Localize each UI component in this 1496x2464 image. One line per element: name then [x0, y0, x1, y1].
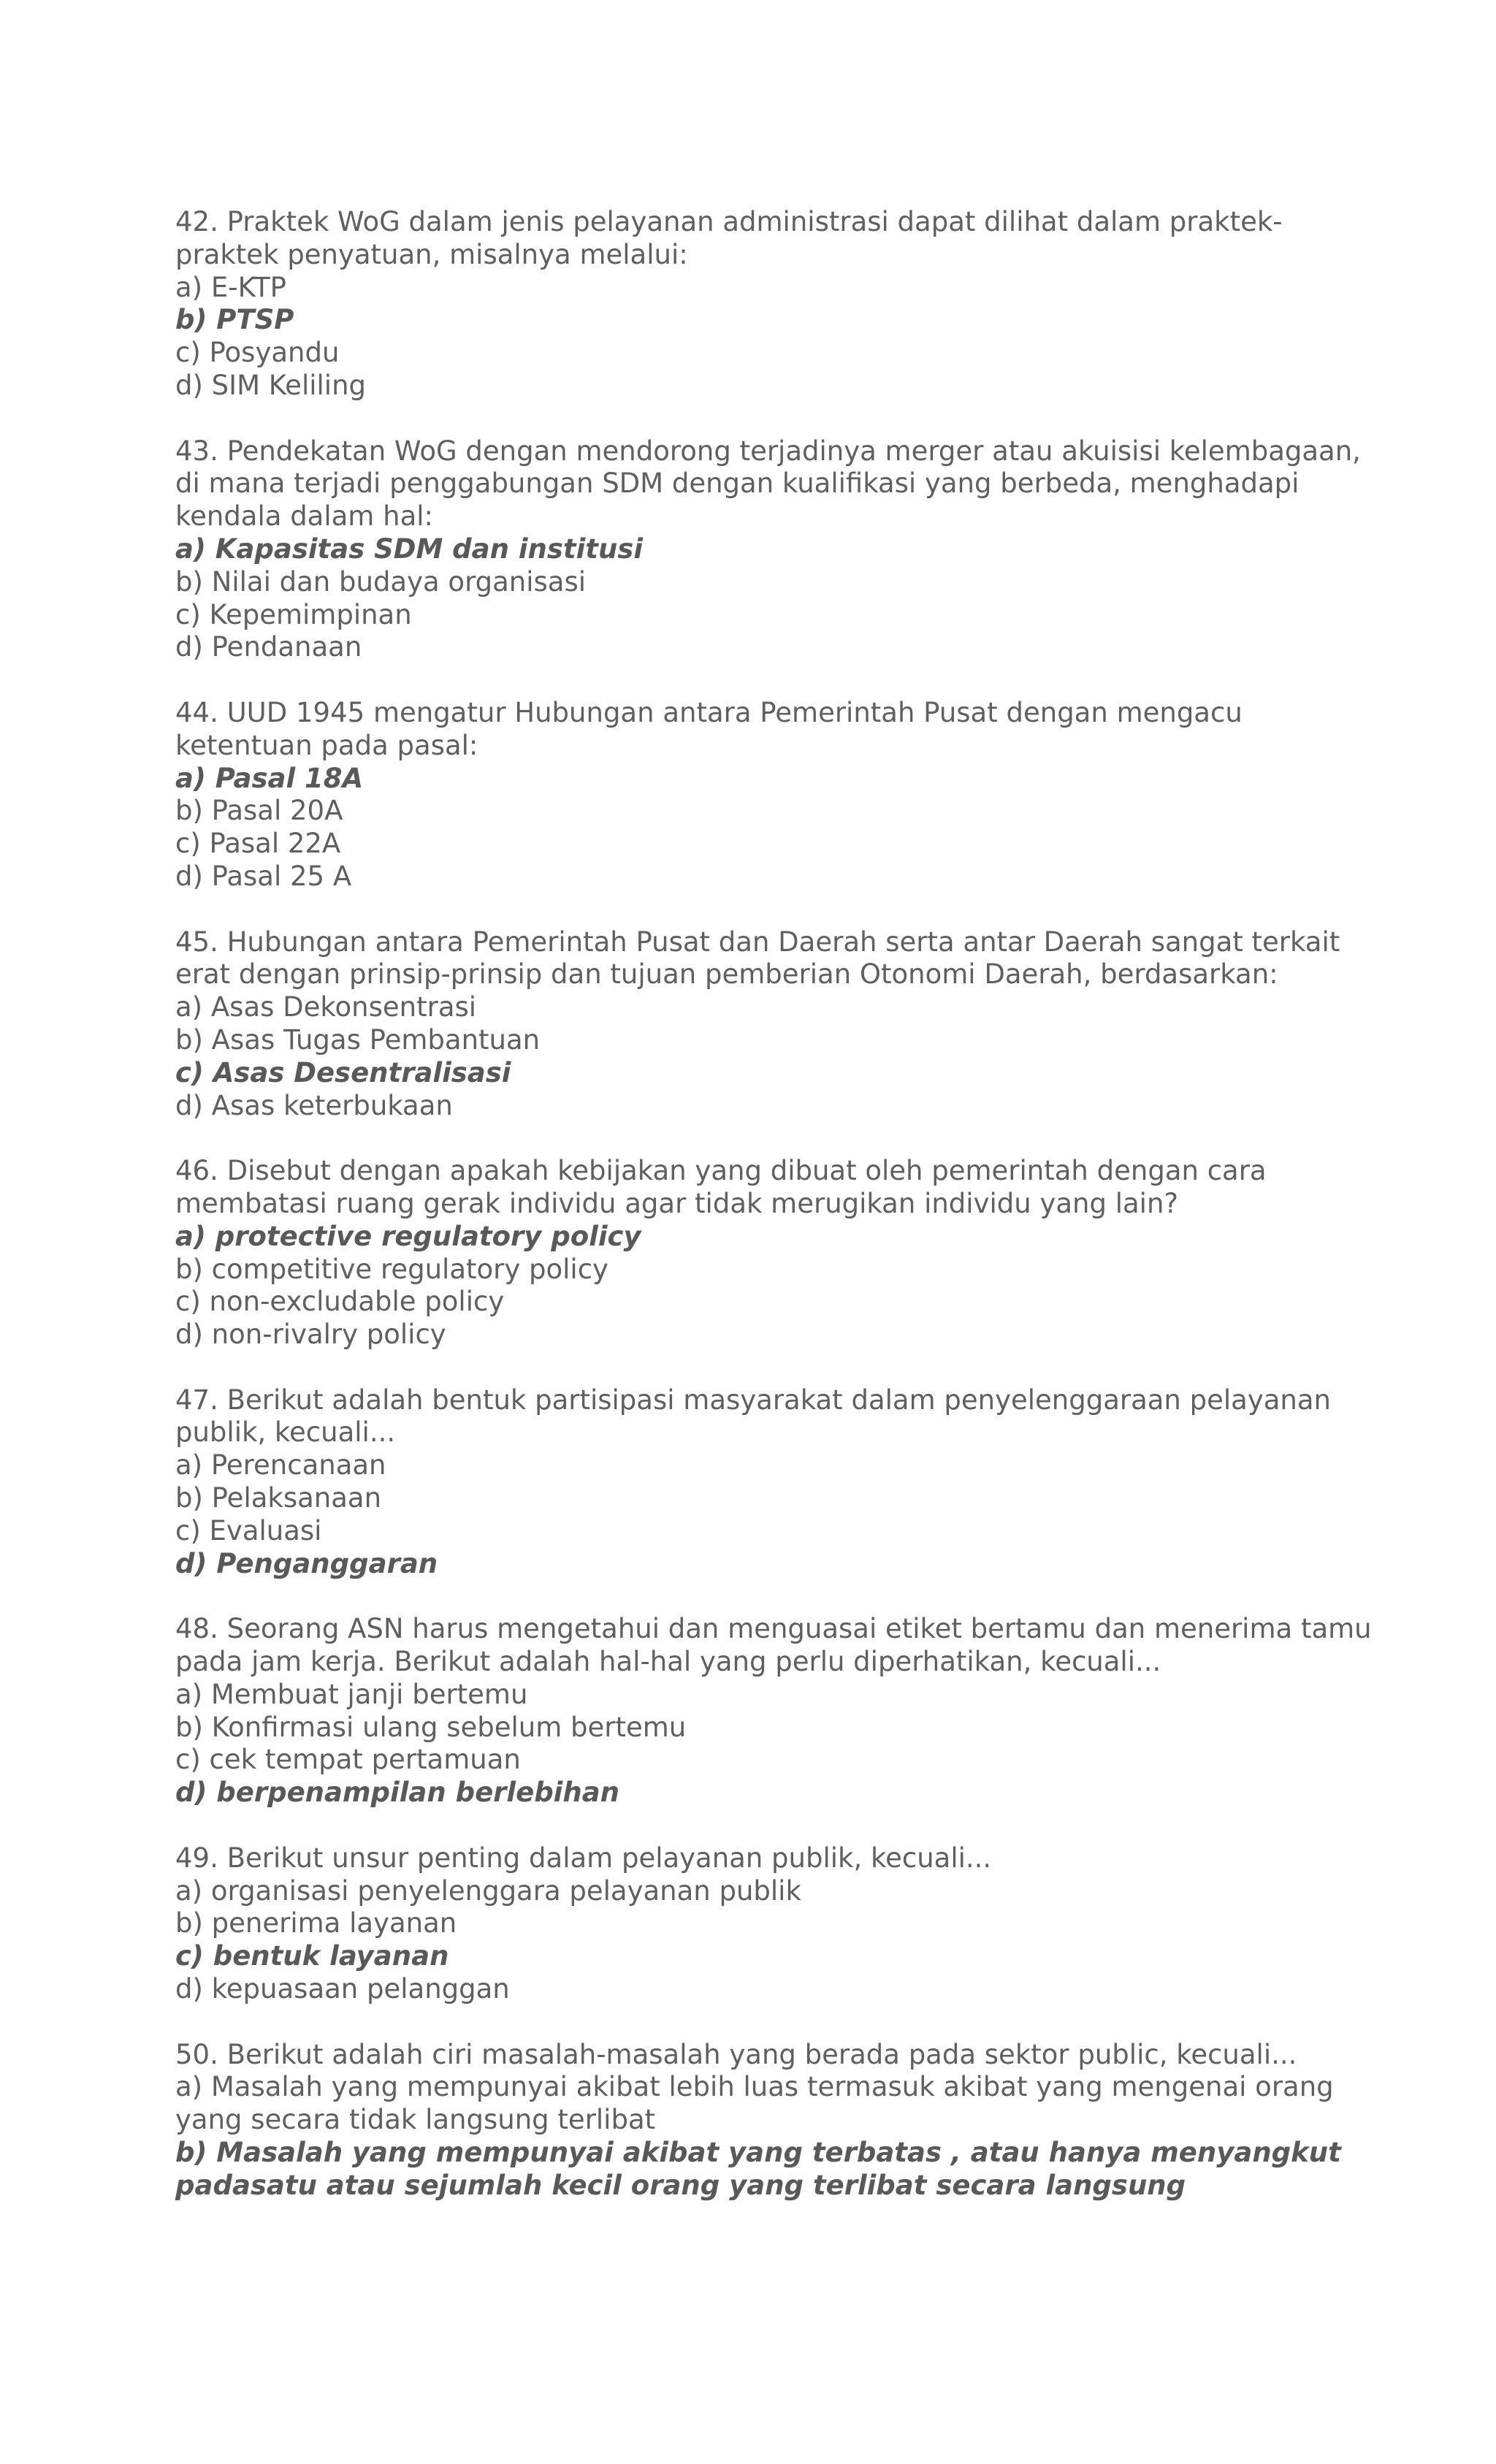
option-a-correct-answer: a) Pasal 18A [175, 762, 364, 794]
question-text: 44. UUD 1945 mengatur Hubungan antara Pemerintah Pusat dengan mengacu ketentuan pada pasal: [175, 696, 1243, 761]
option-b: b) Nilai dan budaya organisasi [175, 565, 587, 598]
question-text: 48. Seorang ASN harus mengetahui dan menguasai etiket bertamu dan menerima tamu pada jam kerja. Berikut adalah hal-hal yang perlu diperhatikan, kecuali... [175, 1613, 1372, 1678]
question-text: 45. Hubungan antara Pemerintah Pusat dan Daerah serta antar Daerah sangat terkait erat dengan prinsip-prinsip dan tujuan pemberian Otonomi Daerah, berdasarkan: [175, 926, 1340, 991]
option-a: a) Membuat janji bertemu [175, 1678, 528, 1710]
option-c: c) Pasal 22A [175, 828, 341, 860]
option-c: c) Evaluasi [175, 1514, 322, 1546]
option-a: a) organisasi penyelenggara pelayanan publik [175, 1874, 801, 1907]
option-c: c) non-excludable policy [175, 1286, 505, 1318]
option-c-correct-answer: c) Asas Desentralisasi [175, 1056, 511, 1088]
option-d: d) kepuasaan pelanggan [175, 1973, 510, 2005]
option-d-correct-answer: d) Penganggaran [175, 1547, 438, 1579]
option-b: b) penerima layanan [175, 1907, 457, 1939]
question-45 [175, 926, 1373, 1123]
question-44 [175, 697, 1373, 893]
question-50 [175, 2039, 1373, 2202]
question-text: 42. Praktek WoG dalam jenis pelayanan administrasi dapat dilihat dalam praktek-praktek penyatuan, misalnya melalui: [175, 206, 1283, 270]
option-b-correct-answer: b) Masalah yang mempunyai akibat yang terbatas , atau hanya menyangkut padasatu atau sejumlah kecil orang yang terlibat secara langsung [175, 2137, 1341, 2201]
option-a: a) Asas Dekonsentrasi [175, 991, 477, 1023]
option-a-correct-answer: a) protective regulatory policy [175, 1220, 641, 1252]
option-d: d) Pendanaan [175, 631, 362, 663]
question-48 [175, 1613, 1373, 1809]
question-47 [175, 1384, 1373, 1581]
question-text: 46. Disebut dengan apakah kebijakan yang dibuat oleh pemerintah dengan cara membatasi ruang gerak individu agar tidak merugikan individu yang lain? [175, 1155, 1267, 1219]
option-d: d) SIM Keliling [175, 369, 367, 401]
question-text: 49. Berikut unsur penting dalam pelayanan publik, kecuali... [175, 1842, 992, 1874]
option-a: a) Perencanaan [175, 1449, 386, 1481]
question-46 [175, 1155, 1373, 1351]
option-d: d) Pasal 25 A [175, 860, 352, 892]
document-page [175, 206, 1373, 2202]
option-d: d) non-rivalry policy [175, 1319, 446, 1351]
option-a-correct-answer: a) Kapasitas SDM dan institusi [175, 533, 644, 565]
option-b: b) Pelaksanaan [175, 1482, 382, 1514]
question-49 [175, 1842, 1373, 2006]
option-d-correct-answer: d) berpenampilan berlebihan [175, 1777, 620, 1809]
option-c-correct-answer: c) bentuk layanan [175, 1940, 449, 1972]
option-c: c) Kepemimpinan [175, 598, 412, 630]
option-b: b) Konfirmasi ulang sebelum bertemu [175, 1711, 687, 1743]
question-text: 50. Berikut adalah ciri masalah-masalah yang berada pada sektor public, kecuali... [175, 2038, 1297, 2070]
question-text: 47. Berikut adalah bentuk partisipasi masyarakat dalam penyelenggaraan pelayanan publik, kecuali... [175, 1384, 1331, 1449]
option-c: c) Posyandu [175, 337, 340, 369]
option-d: d) Asas keterbukaan [175, 1089, 453, 1121]
option-a: a) Masalah yang mempunyai akibat lebih luas termasuk akibat yang mengenai orang yang secara tidak langsung terlibat [175, 2071, 1334, 2136]
question-43 [175, 435, 1373, 665]
question-42 [175, 206, 1373, 403]
option-a: a) E-KTP [175, 271, 286, 303]
option-b: b) Asas Tugas Pembantuan [175, 1023, 541, 1056]
option-b: b) competitive regulatory policy [175, 1253, 608, 1285]
option-c: c) cek tempat pertamuan [175, 1744, 521, 1776]
option-b-correct-answer: b) PTSP [175, 304, 294, 336]
question-text: 43. Pendekatan WoG dengan mendorong terjadinya merger atau akuisisi kelembagaan, di mana terjadi penggabungan SDM dengan kualifikasi yang berbeda, menghadapi kendala dalam hal: [175, 435, 1361, 533]
option-b: b) Pasal 20A [175, 795, 343, 827]
